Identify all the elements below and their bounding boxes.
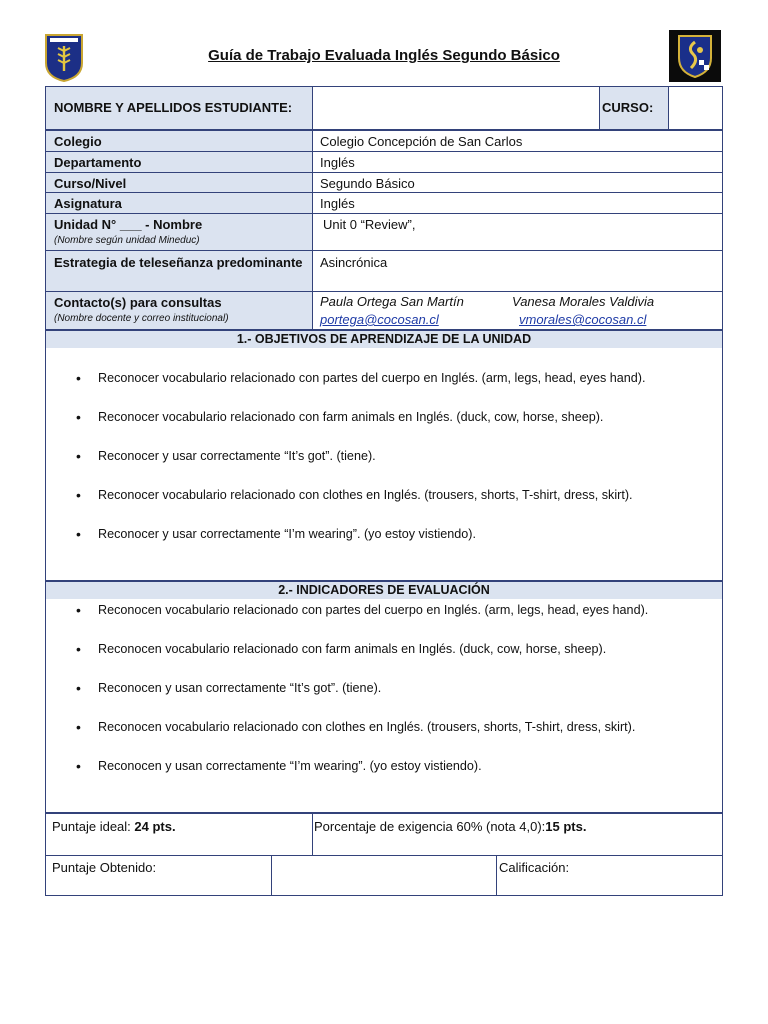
score-table bbox=[45, 813, 723, 896]
course-label: CURSO: bbox=[600, 87, 669, 129]
info-label-curso: Curso/Nivel bbox=[46, 173, 313, 192]
objectives-heading: 1.- OBJETIVOS DE APRENDIZAJE DE LA UNIDAD bbox=[46, 330, 722, 348]
info-row-estrategia bbox=[46, 250, 722, 291]
info-value-asignatura: Inglés bbox=[320, 196, 355, 211]
teacher-email-2[interactable]: vmorales@cocosan.cl bbox=[519, 312, 647, 327]
info-label-unidad bbox=[46, 214, 313, 250]
info-value-departamento: Inglés bbox=[320, 155, 355, 170]
info-row-departamento bbox=[46, 151, 722, 172]
obtained-label: Puntaje Obtenido: bbox=[46, 856, 272, 895]
contact-note: (Nombre docente y correo institucional) bbox=[54, 313, 229, 324]
student-info-block bbox=[45, 86, 723, 130]
info-row-contacto bbox=[46, 291, 722, 329]
score-row-obtained bbox=[46, 855, 722, 895]
unit-label: Unidad N° ___ - Nombre bbox=[54, 217, 203, 232]
info-value-curso: Segundo Básico bbox=[320, 176, 415, 191]
obtained-score-field[interactable] bbox=[272, 856, 497, 895]
objectives-section bbox=[45, 330, 723, 581]
school-crest-right bbox=[669, 30, 721, 82]
info-label-asignatura: Asignatura bbox=[46, 193, 313, 213]
demand-cell bbox=[313, 814, 722, 855]
objectives-list bbox=[46, 369, 722, 564]
info-label-colegio: Colegio bbox=[46, 131, 313, 151]
indicators-heading: 2.- INDICADORES DE EVALUACIÓN bbox=[46, 581, 722, 599]
teacher-email-1[interactable]: portega@cocosan.cl bbox=[320, 312, 439, 327]
info-label-contacto bbox=[46, 292, 313, 329]
course-field[interactable] bbox=[669, 87, 722, 129]
ideal-score-value: 24 pts. bbox=[134, 819, 176, 834]
objective-item: • Reconocer y usar correctamente “I’m wearing”. (yo estoy vistiendo). bbox=[46, 525, 722, 564]
contact-label: Contacto(s) para consultas bbox=[54, 295, 222, 310]
indicator-item: • Reconocen y usan correctamente “It’s got”. (tiene). bbox=[46, 679, 722, 718]
info-value-unidad: Unit 0 “Review”, bbox=[323, 217, 416, 232]
info-row-unidad bbox=[46, 213, 722, 250]
objective-item: • Reconocer vocabulario relacionado con farm animals en Inglés. (duck, cow, horse, sheep). bbox=[46, 408, 722, 447]
indicator-item: • Reconocen vocabulario relacionado con partes del cuerpo en Inglés. (arm, legs, head, eyes hand). bbox=[46, 601, 722, 640]
student-name-label: NOMBRE Y APELLIDOS ESTUDIANTE: bbox=[46, 87, 313, 129]
info-row-colegio bbox=[46, 131, 722, 151]
info-row-asignatura bbox=[46, 192, 722, 213]
ideal-score-cell bbox=[46, 814, 313, 855]
demand-label: Porcentaje de exigencia 60% (nota 4,0): bbox=[314, 819, 546, 834]
grade-label: Calificación: bbox=[499, 860, 570, 875]
indicators-list bbox=[46, 601, 722, 796]
score-row-ideal bbox=[46, 814, 722, 855]
indicator-item: • Reconocen vocabulario relacionado con clothes en Inglés. (trousers, shorts, T-shirt, dress, skirt). bbox=[46, 718, 722, 757]
grade-field[interactable] bbox=[597, 856, 722, 895]
info-label-estrategia: Estrategia de teleseñanza predominante bbox=[46, 251, 313, 291]
ideal-score-label: Puntaje ideal: bbox=[52, 819, 131, 834]
objective-item: • Reconocer vocabulario relacionado con clothes en Inglés. (trousers, shorts, T-shirt, dress, skirt). bbox=[46, 486, 722, 525]
indicator-item: • Reconocen vocabulario relacionado con farm animals en Inglés. (duck, cow, horse, sheep). bbox=[46, 640, 722, 679]
unit-note: (Nombre según unidad Mineduc) bbox=[54, 235, 200, 246]
document-title: Guía de Trabajo Evaluada Inglés Segundo Básico bbox=[208, 47, 560, 64]
school-crest-right-icon bbox=[669, 30, 721, 82]
objective-item: • Reconocer vocabulario relacionado con partes del cuerpo en Inglés. (arm, legs, head, eyes hand). bbox=[46, 369, 722, 408]
teacher-name-2: Vanesa Morales Valdivia bbox=[512, 294, 655, 309]
demand-value: 15 pts. bbox=[545, 819, 587, 834]
teacher-name-1: Paula Ortega San Martín bbox=[320, 294, 464, 309]
info-value-colegio: Colegio Concepción de San Carlos bbox=[320, 134, 523, 149]
info-value-contacto bbox=[313, 292, 722, 329]
info-table bbox=[45, 130, 723, 330]
info-row-curso bbox=[46, 172, 722, 192]
indicators-section bbox=[45, 581, 723, 813]
student-name-field[interactable] bbox=[313, 87, 600, 129]
objective-item: • Reconocer y usar correctamente “It’s got”. (tiene). bbox=[46, 447, 722, 486]
info-value-estrategia: Asincrónica bbox=[320, 255, 388, 270]
indicator-item: • Reconocen y usan correctamente “I’m wearing”. (yo estoy vistiendo). bbox=[46, 757, 722, 796]
info-label-departamento: Departamento bbox=[46, 152, 313, 172]
